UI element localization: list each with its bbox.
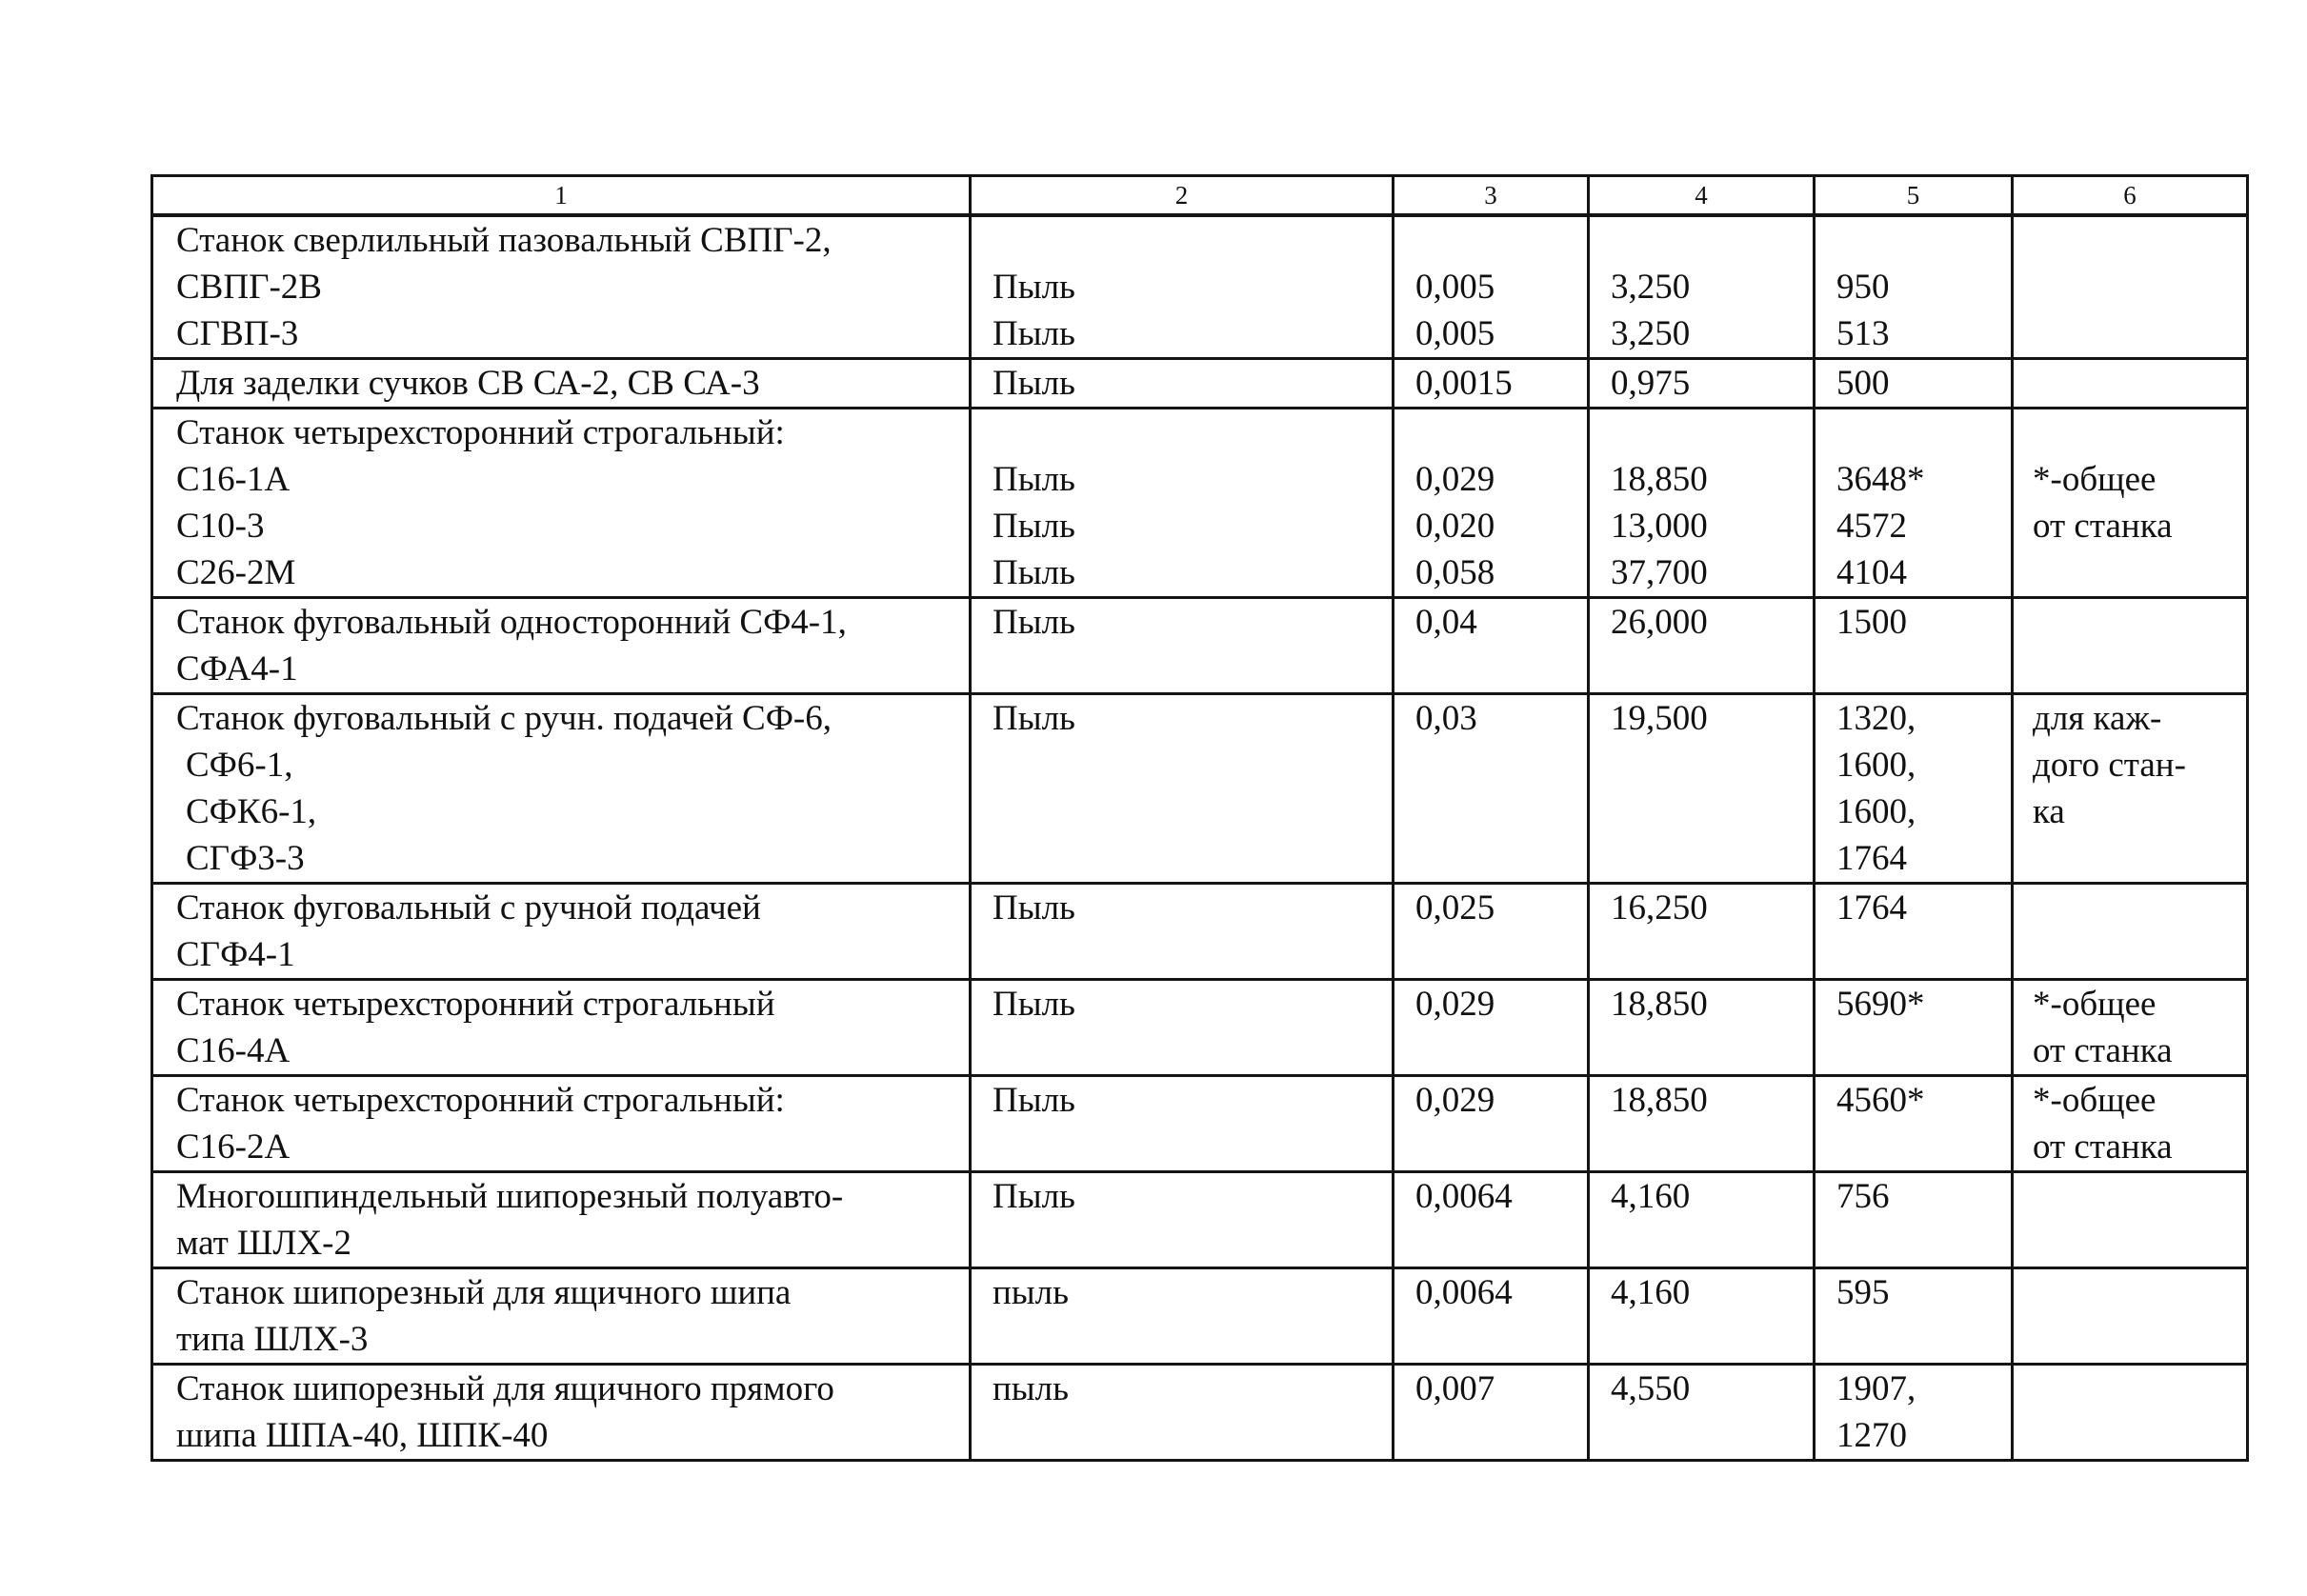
table-row	[152, 598, 2248, 694]
cell-line: 5690*	[1836, 985, 1925, 1024]
cell-line: 3648*	[1836, 460, 1925, 499]
value-col3-cell	[1394, 1268, 1589, 1365]
value-col3-cell	[1394, 359, 1589, 409]
note-cell	[2013, 1172, 2248, 1268]
table-row	[152, 1268, 2248, 1365]
cell-line: 13,000	[1611, 507, 1708, 546]
cell-line	[1611, 409, 1795, 456]
pollutant-cell	[971, 1172, 1394, 1268]
value-col4-cell	[1589, 980, 1815, 1076]
cell-line: СФК6-1,	[186, 792, 317, 831]
cell-line: 0,975	[1611, 364, 1691, 403]
cell-line	[2033, 409, 2240, 456]
note-cell	[2013, 359, 2248, 409]
note-cell	[2013, 409, 2248, 598]
cell-line	[1415, 217, 1570, 264]
value-col4-cell	[1589, 215, 1815, 359]
cell-line: 18,850	[1611, 460, 1708, 499]
value-col4-cell	[1589, 1268, 1815, 1365]
cell-line: 1270	[1836, 1416, 1907, 1455]
cell-line: СФА4-1	[176, 649, 298, 688]
cell-line: С16-2А	[176, 1127, 291, 1167]
cell-line: пыль	[993, 1273, 1069, 1312]
cell-line: 4,160	[1611, 1177, 1691, 1216]
cell-line: СВПГ-2В	[176, 268, 322, 307]
header-col-3: 3	[1394, 176, 1589, 216]
cell-line: 3,250	[1611, 314, 1691, 353]
cell-line: 0,020	[1415, 507, 1495, 546]
cell-line: Станок четырехсторонний строгальный:	[176, 1081, 785, 1120]
header-col-1: 1	[152, 176, 971, 216]
cell-line: 16,250	[1611, 888, 1708, 928]
cell-line: шипа ШПА-40, ШПК-40	[176, 1416, 549, 1455]
cell-line: 4560*	[1836, 1081, 1925, 1120]
cell-line: 0,007	[1415, 1369, 1495, 1408]
cell-line: Пыль	[993, 603, 1075, 642]
value-col5-cell	[1815, 1076, 2013, 1172]
cell-line: 0,04	[1415, 603, 1477, 642]
cell-line: 0,005	[1415, 268, 1495, 307]
value-col3-cell	[1394, 409, 1589, 598]
note-cell	[2013, 598, 2248, 694]
equipment-cell	[152, 409, 971, 598]
cell-line: 756	[1836, 1177, 1890, 1216]
pollutant-cell	[971, 359, 1394, 409]
value-col5-cell	[1815, 1268, 2013, 1365]
equipment-cell	[152, 1076, 971, 1172]
pollutant-cell	[971, 980, 1394, 1076]
cell-line: 0,029	[1415, 985, 1495, 1024]
cell-line: 950	[1836, 268, 1890, 307]
cell-line: Станок шипорезный для ящичного шипа	[176, 1273, 792, 1312]
cell-line: Станок фуговальный с ручн. подачей СФ-6,	[176, 699, 833, 738]
cell-line: СФ6-1,	[186, 746, 293, 785]
cell-line: Станок шипорезный для ящичного прямого	[176, 1369, 834, 1408]
pollutant-cell	[971, 409, 1394, 598]
cell-line: мат ШЛХ-2	[176, 1224, 352, 1263]
table-row	[152, 884, 2248, 980]
cell-line: 3,250	[1611, 268, 1691, 307]
cell-line: Пыль	[993, 268, 1075, 307]
cell-line: Пыль	[993, 314, 1075, 353]
value-col5-cell	[1815, 884, 2013, 980]
note-cell	[2013, 1076, 2248, 1172]
value-col3-cell	[1394, 598, 1589, 694]
equipment-cell	[152, 598, 971, 694]
cell-line: 1764	[1836, 888, 1907, 928]
note-cell	[2013, 694, 2248, 884]
cell-line: СГВП-3	[176, 314, 299, 353]
value-col4-cell	[1589, 1076, 1815, 1172]
pollutant-cell	[971, 215, 1394, 359]
cell-line: 1907,	[1836, 1369, 1916, 1408]
cell-line: для каж-	[2033, 699, 2162, 738]
cell-line	[993, 409, 1374, 456]
cell-line: 1600,	[1836, 792, 1916, 831]
cell-line: С16-1А	[176, 460, 291, 499]
value-col5-cell	[1815, 215, 2013, 359]
cell-line	[1836, 217, 1994, 264]
cell-line: Пыль	[993, 985, 1075, 1024]
value-col4-cell	[1589, 359, 1815, 409]
equipment-cell	[152, 980, 971, 1076]
note-cell	[2013, 215, 2248, 359]
cell-line: 595	[1836, 1273, 1890, 1312]
cell-line: СГФ4-1	[176, 935, 295, 974]
cell-line: СГФ3-3	[186, 839, 305, 878]
header-col-4: 4	[1589, 176, 1815, 216]
cell-line: 1320,	[1836, 699, 1916, 738]
cell-line: *-общее	[2033, 1081, 2157, 1120]
cell-line: Пыль	[993, 888, 1075, 928]
value-col5-cell	[1815, 980, 2013, 1076]
cell-line: 4572	[1836, 507, 1907, 546]
cell-line: 0,0064	[1415, 1177, 1513, 1216]
header-col-2: 2	[971, 176, 1394, 216]
cell-line: Станок четырехсторонний строгальный:	[176, 413, 785, 452]
cell-line: 0,029	[1415, 1081, 1495, 1120]
cell-line: Станок фуговальный односторонний СФ4-1,	[176, 603, 847, 642]
cell-line: 4,160	[1611, 1273, 1691, 1312]
table-row	[152, 1172, 2248, 1268]
cell-line: С26-2М	[176, 553, 296, 592]
cell-line: 500	[1836, 364, 1890, 403]
equipment-cell	[152, 1365, 971, 1461]
cell-line: Станок четырехсторонний строгальный	[176, 985, 775, 1024]
value-col3-cell	[1394, 884, 1589, 980]
equipment-cell	[152, 1172, 971, 1268]
header-col-6: 6	[2013, 176, 2248, 216]
cell-line: 513	[1836, 314, 1890, 353]
table-body	[152, 215, 2248, 1461]
note-cell	[2013, 1268, 2248, 1365]
value-col3-cell	[1394, 980, 1589, 1076]
cell-line: С16-4А	[176, 1031, 291, 1070]
value-col5-cell	[1815, 598, 2013, 694]
cell-line: 19,500	[1611, 699, 1708, 738]
value-col3-cell	[1394, 694, 1589, 884]
header-col-5: 5	[1815, 176, 2013, 216]
cell-line: 4,550	[1611, 1369, 1691, 1408]
cell-line: 1600,	[1836, 746, 1916, 785]
cell-line: 4104	[1836, 553, 1907, 592]
table-row	[152, 359, 2248, 409]
cell-line: С10-3	[176, 507, 265, 546]
table-row	[152, 1076, 2248, 1172]
cell-line: 1764	[1836, 839, 1907, 878]
table-row	[152, 1365, 2248, 1461]
cell-line: Пыль	[993, 699, 1075, 738]
table-row	[152, 215, 2248, 359]
value-col4-cell	[1589, 598, 1815, 694]
header-row	[152, 176, 2248, 216]
cell-line: типа ШЛХ-3	[176, 1320, 369, 1359]
cell-line: 0,0015	[1415, 364, 1513, 403]
cell-line	[1836, 409, 1994, 456]
cell-line: от станка	[2033, 507, 2173, 546]
note-cell	[2013, 1365, 2248, 1461]
value-col5-cell	[1815, 359, 2013, 409]
cell-line: 18,850	[1611, 985, 1708, 1024]
cell-line: от станка	[2033, 1127, 2173, 1167]
pollutant-cell	[971, 694, 1394, 884]
cell-line: Пыль	[993, 1177, 1075, 1216]
pollutant-cell	[971, 598, 1394, 694]
cell-line: 37,700	[1611, 553, 1708, 592]
pollutant-cell	[971, 884, 1394, 980]
emissions-table	[150, 174, 2249, 1462]
pollutant-cell	[971, 1268, 1394, 1365]
equipment-cell	[152, 359, 971, 409]
cell-line: Пыль	[993, 1081, 1075, 1120]
value-col4-cell	[1589, 884, 1815, 980]
cell-line: 0,029	[1415, 460, 1495, 499]
cell-line: Станок сверлильный пазовальный СВПГ-2,	[176, 221, 832, 260]
cell-line	[993, 217, 1374, 264]
cell-line	[1415, 409, 1570, 456]
cell-line: 0,03	[1415, 699, 1477, 738]
value-col4-cell	[1589, 1365, 1815, 1461]
cell-line: 26,000	[1611, 603, 1708, 642]
value-col5-cell	[1815, 1365, 2013, 1461]
cell-line: Для заделки сучков СВ СА-2, СВ СА-3	[176, 364, 760, 403]
note-cell	[2013, 884, 2248, 980]
table-row	[152, 409, 2248, 598]
cell-line: Пыль	[993, 553, 1075, 592]
value-col4-cell	[1589, 694, 1815, 884]
cell-line: *-общее	[2033, 460, 2157, 499]
value-col3-cell	[1394, 1365, 1589, 1461]
table-row	[152, 694, 2248, 884]
equipment-cell	[152, 694, 971, 884]
value-col3-cell	[1394, 215, 1589, 359]
pollutant-cell	[971, 1365, 1394, 1461]
value-col5-cell	[1815, 694, 2013, 884]
cell-line: Многошпиндельный шипорезный полуавто-	[176, 1177, 844, 1216]
value-col5-cell	[1815, 409, 2013, 598]
cell-line: Станок фуговальный с ручной подачей	[176, 888, 761, 928]
cell-line: 1500	[1836, 603, 1907, 642]
value-col3-cell	[1394, 1076, 1589, 1172]
table-row	[152, 980, 2248, 1076]
cell-line: 0,005	[1415, 314, 1495, 353]
value-col4-cell	[1589, 409, 1815, 598]
note-cell	[2013, 980, 2248, 1076]
cell-line: пыль	[993, 1369, 1069, 1408]
cell-line: Пыль	[993, 364, 1075, 403]
cell-line: ка	[2033, 792, 2065, 831]
cell-line: Пыль	[993, 460, 1075, 499]
value-col5-cell	[1815, 1172, 2013, 1268]
table-header	[152, 176, 2248, 216]
value-col4-cell	[1589, 1172, 1815, 1268]
equipment-cell	[152, 1268, 971, 1365]
cell-line: 18,850	[1611, 1081, 1708, 1120]
equipment-cell	[152, 215, 971, 359]
cell-line: 0,0064	[1415, 1273, 1513, 1312]
cell-line: дого стан-	[2033, 746, 2186, 785]
cell-line: Пыль	[993, 507, 1075, 546]
value-col3-cell	[1394, 1172, 1589, 1268]
cell-line: *-общее	[2033, 985, 2157, 1024]
cell-line: от станка	[2033, 1031, 2173, 1070]
cell-line	[1611, 217, 1795, 264]
equipment-cell	[152, 884, 971, 980]
pollutant-cell	[971, 1076, 1394, 1172]
cell-line: 0,058	[1415, 553, 1495, 592]
cell-line: 0,025	[1415, 888, 1495, 928]
